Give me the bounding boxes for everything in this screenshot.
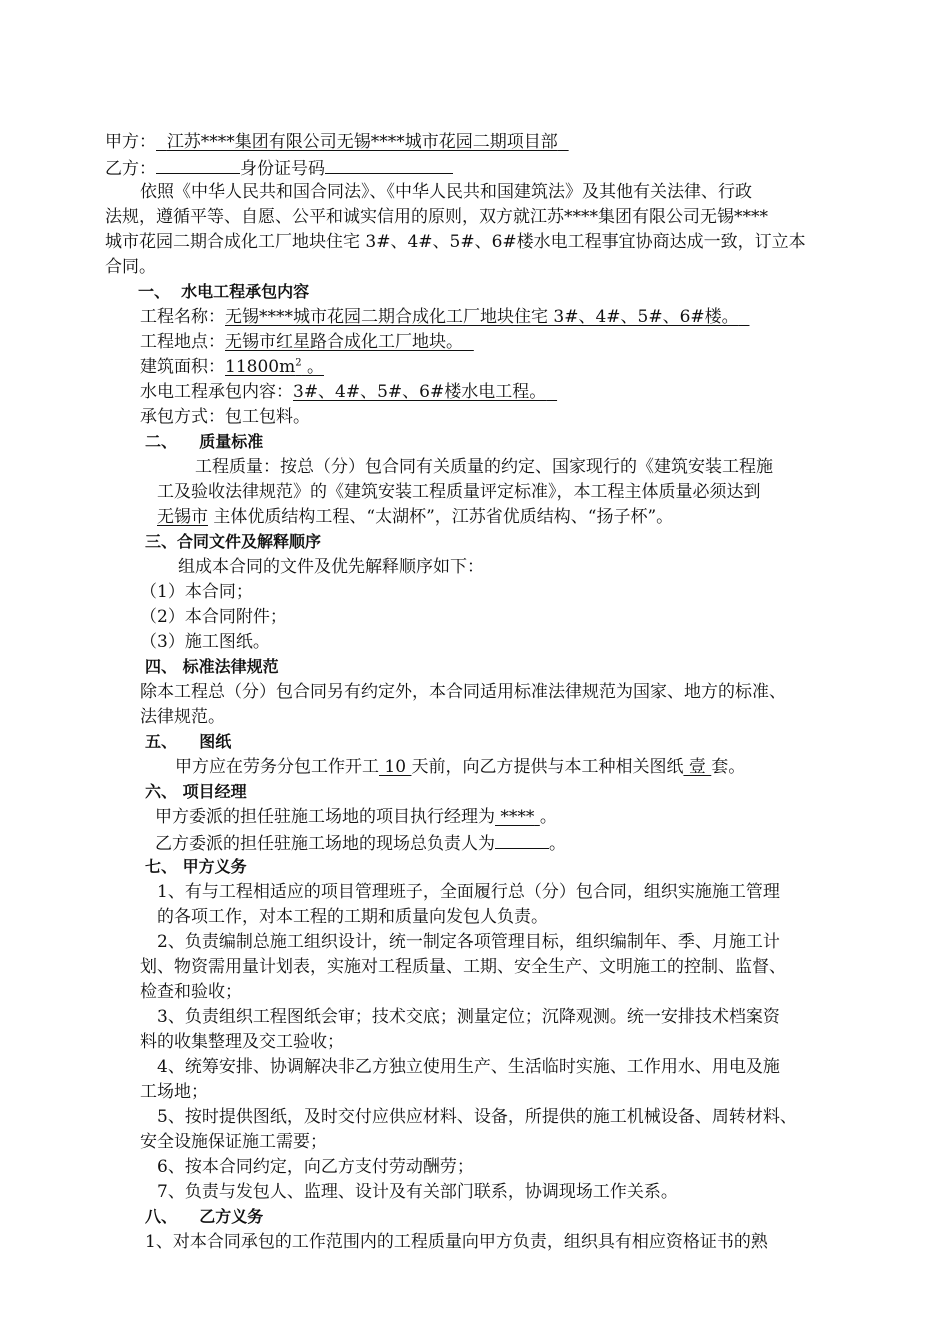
party-a-duty-line: 1、有与工程相适应的项目管理班子，全面履行总（分）包合同，组织实施施工管理: [157, 882, 780, 902]
party-a-duty-line: 划、物资需用量计划表，实施对工程质量、工期、安全生产、文明施工的控制、监督、: [140, 957, 786, 977]
section-2-heading: 二、 质量标准: [145, 432, 264, 451]
drawings-sets: 壹: [683, 757, 712, 777]
section-7-heading: 七、 甲方义务: [145, 857, 247, 876]
drawings-days: 10: [379, 757, 412, 777]
building-area-line: 建筑面积：$11800m^2$ 。: [140, 357, 324, 377]
party-b-label: 乙方：: [105, 159, 156, 179]
party-a-value: 江苏****集团有限公司无锡****城市花园二期项目部: [166, 132, 558, 152]
preamble-line-2: 法规，遵循平等、自愿、公平和诚实信用的原则，双方就江苏****集团有限公司无锡****: [105, 207, 768, 227]
party-a-duty-line: 6、按本合同约定，向乙方支付劳动酬劳；: [157, 1157, 474, 1177]
party-a-line: [105, 130, 569, 154]
party-b-line: [105, 155, 453, 179]
id-label: 身份证号码: [240, 159, 325, 179]
building-area-value: $11800m^2$ 。: [225, 357, 324, 377]
party-a-duty-line: 5、按时提供图纸，及时交付应供应材料、设备，所提供的施工机械设备、周转材料、: [157, 1107, 797, 1127]
contract-mode-line: 承包方式：包工包料。: [140, 407, 310, 427]
project-site-value: 无锡市红星路合成化工厂地块。: [225, 332, 463, 352]
party-b-blank: [156, 155, 240, 174]
quality-line-1: 工程质量：按总（分）包合同有关质量的约定、国家现行的《建筑安装工程施: [195, 457, 773, 477]
project-name-line: 工程名称：无锡****城市花园二期合成化工厂地块住宅 3#、4#、5#、6#楼。: [140, 305, 749, 329]
project-name-value: 无锡****城市花园二期合成化工厂地块住宅 3#、4#、5#、6#楼。: [225, 307, 739, 327]
section-1-heading: 一、 水电工程承包内容: [138, 282, 310, 301]
manager-b-blank: [495, 830, 549, 849]
party-a-duty-line: 3、负责组织工程图纸会审；技术交底；测量定位；沉降观测。统一安排技术档案资: [157, 1007, 780, 1027]
party-a-label: 甲方：: [105, 132, 156, 152]
party-a-duty-line: 工场地；: [140, 1082, 208, 1102]
document-item: （2）本合同附件；: [140, 607, 287, 627]
section-5-heading: 五、 图纸: [145, 732, 232, 751]
party-a-duty-line: 的各项工作，对本工程的工期和质量向发包人负责。: [157, 907, 548, 927]
id-blank: [325, 155, 453, 174]
documents-intro: 组成本合同的文件及优先解释顺序如下：: [178, 557, 484, 577]
quality-city: 无锡市: [157, 507, 208, 527]
standards-line-2: 法律规范。: [140, 707, 225, 727]
project-site-line: 工程地点：无锡市红星路合成化工厂地块。: [140, 330, 474, 354]
document-item: （3）施工图纸。: [140, 632, 270, 652]
document-item: （1）本合同；: [140, 582, 253, 602]
party-a-duty-line: 料的收集整理及交工验收；: [140, 1032, 344, 1052]
party-a-duty-line: 4、统筹安排、协调解决非乙方独立使用生产、生活临时实施、工作用水、用电及施: [157, 1057, 780, 1077]
quality-line-3: 无锡市 主体优质结构工程、“太湖杯”，江苏省优质结构、“扬子杯”。: [157, 507, 674, 527]
manager-a-value: ****: [495, 807, 535, 827]
preamble-line-3: 城市花园二期合成化工厂地块住宅 3#、4#、5#、6#楼水电工程事宜协商达成一致，订立本: [105, 232, 806, 252]
party-b-duty-line: 1、对本合同承包的工作范围内的工程质量向甲方负责，组织具有相应资格证书的熟: [145, 1232, 768, 1252]
manager-b-line: 乙方委派的担任驻施工场地的现场总负责人为 。: [155, 830, 566, 854]
party-a-duty-line: 2、负责编制总施工组织设计，统一制定各项管理目标，组织编制年、季、月施工计: [157, 932, 780, 952]
scope-line: 水电工程承包内容：3#、4#、5#、6#楼水电工程。: [140, 380, 557, 404]
party-a-duty-line: 检查和验收；: [140, 982, 242, 1002]
party-a-duty-line: 安全设施保证施工需要；: [140, 1132, 327, 1152]
preamble-line-1: 依照《中华人民共和国合同法》、《中华人民共和国建筑法》及其他有关法律、行政: [140, 182, 752, 202]
scope-value: 3#、4#、5#、6#楼水电工程。: [293, 382, 547, 402]
standards-line-1: 除本工程总（分）包合同另有约定外，本合同适用标准法律规范为国家、地方的标准、: [140, 682, 786, 702]
section-8-heading: 八、 乙方义务: [145, 1207, 264, 1226]
quality-line-2: 工及验收法律规范》的《建筑安装工程质量评定标准》，本工程主体质量必须达到: [157, 482, 761, 502]
manager-a-line: 甲方委派的担任驻施工场地的项目执行经理为 **** 。: [155, 807, 557, 827]
drawings-line: 甲方应在劳务分包工作开工 10 天前，向乙方提供与本工种相关图纸 壹 套。: [175, 757, 746, 777]
party-a-duty-line: 7、负责与发包人、监理、设计及有关部门联系，协调现场工作关系。: [157, 1182, 678, 1202]
section-4-heading: 四、 标准法律规范: [145, 657, 279, 676]
section-6-heading: 六、 项目经理: [145, 782, 247, 801]
preamble-line-4: 合同。: [105, 257, 156, 277]
section-3-heading: 三、合同文件及解释顺序: [145, 532, 322, 551]
